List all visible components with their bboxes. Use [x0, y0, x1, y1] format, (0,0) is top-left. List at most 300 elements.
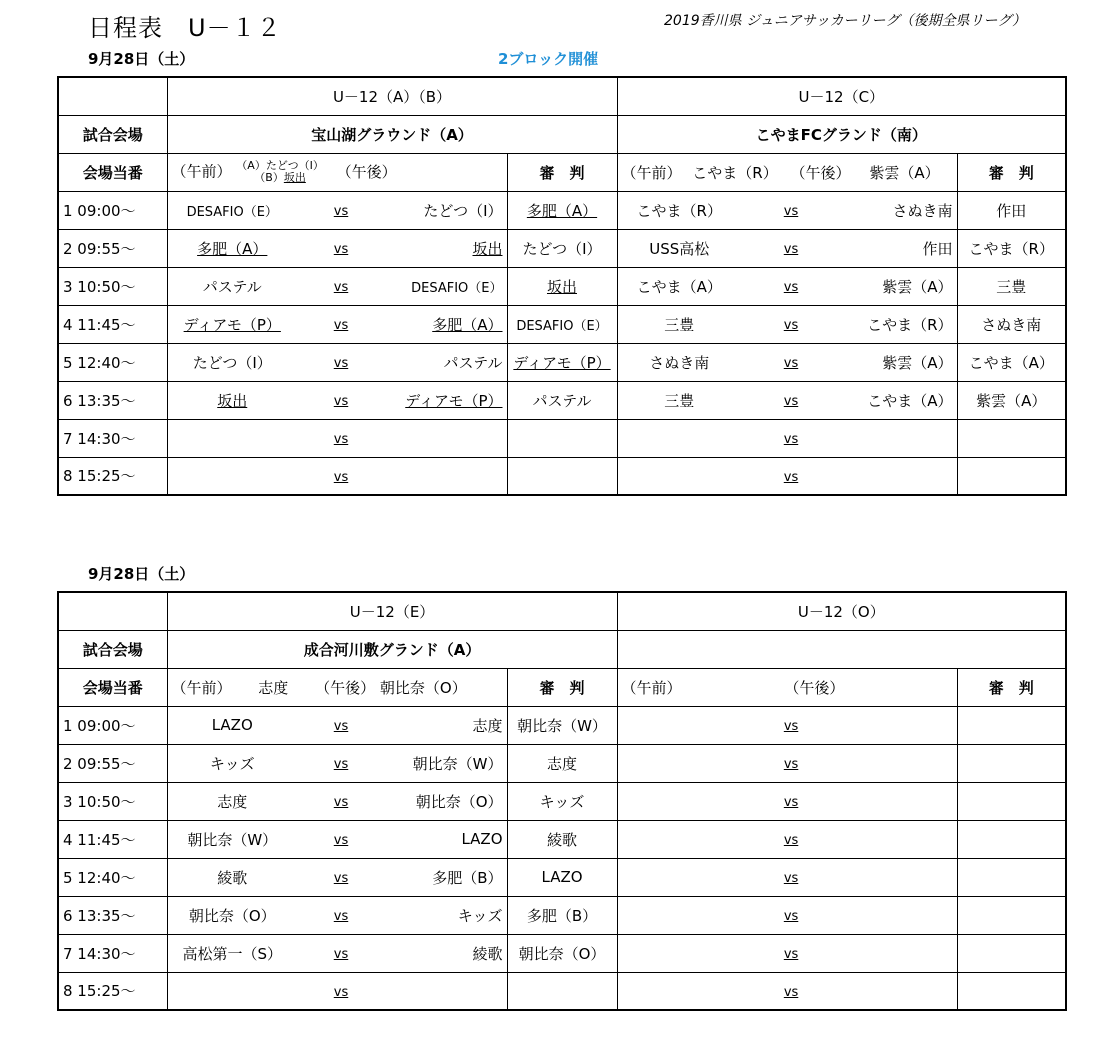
- match-row: [58, 267, 1066, 305]
- home-team: [167, 267, 297, 305]
- page-title: 日程表 U－１２: [88, 14, 282, 42]
- schedule-date-1: 9月28日（土）: [88, 50, 195, 68]
- home-team-text: パステル: [202, 277, 262, 296]
- time-slot: 6 13:35～: [58, 381, 167, 419]
- am-duty: [236, 160, 324, 184]
- referee: [957, 972, 1066, 1010]
- match-row: [58, 419, 1066, 457]
- referee-text: 坂出: [546, 277, 577, 296]
- pm-label: （午後）: [315, 678, 376, 697]
- referee-text: さぬき南: [981, 315, 1042, 334]
- vs-marker: [297, 820, 385, 858]
- away-team: [385, 343, 507, 381]
- referee: [507, 191, 617, 229]
- duty-label: 会場当番: [58, 668, 167, 706]
- home-team-text: こやま（R）: [636, 201, 722, 220]
- referee-text: こやま（A）: [968, 353, 1054, 372]
- vs-marker: [741, 820, 841, 858]
- vs-marker: [741, 191, 841, 229]
- referee-text: DESAFIO（E）: [516, 318, 608, 334]
- vs-marker-text: vs: [783, 909, 799, 924]
- away-team: [841, 229, 957, 267]
- away-team: [385, 744, 507, 782]
- match-row: [58, 934, 1066, 972]
- time-slot: 2 09:55～: [58, 744, 167, 782]
- away-team: [841, 191, 957, 229]
- home-team-text: 志度: [217, 792, 248, 811]
- vs-marker: [297, 706, 385, 744]
- group-right: U－12（C）: [617, 77, 1066, 115]
- referee: [507, 343, 617, 381]
- match-row: [58, 191, 1066, 229]
- away-team: [841, 343, 957, 381]
- referee-text: 志度: [547, 754, 578, 773]
- referee-text: 綾歌: [547, 830, 578, 849]
- venue-left: 成合河川敷グランド（A）: [167, 630, 617, 668]
- vs-marker-text: vs: [333, 204, 349, 219]
- vs-marker: [741, 229, 841, 267]
- referee: [507, 419, 617, 457]
- am-label: （午前）: [171, 162, 232, 181]
- away-team-text: さぬき南: [892, 201, 953, 220]
- duty-left: [167, 153, 507, 191]
- referee: [957, 457, 1066, 495]
- vs-marker: [297, 229, 385, 267]
- referee: [507, 381, 617, 419]
- vs-marker-text: vs: [333, 947, 349, 962]
- ref-header-right: 審 判: [957, 153, 1066, 191]
- vs-marker-text: vs: [783, 833, 799, 848]
- away-team: [841, 858, 957, 896]
- referee: [507, 267, 617, 305]
- venue-row: [58, 630, 1066, 668]
- schedule-table-2: [57, 591, 1067, 1011]
- referee: [957, 782, 1066, 820]
- am-duty-bottom-name: 坂出: [283, 171, 306, 184]
- away-team-text: LAZO: [461, 830, 503, 848]
- vs-marker: [741, 782, 841, 820]
- vs-marker-text: vs: [783, 719, 799, 734]
- home-team: [167, 305, 297, 343]
- away-team-text: キッズ: [457, 906, 503, 925]
- vs-marker-text: vs: [783, 318, 799, 333]
- referee: [507, 782, 617, 820]
- home-team: [167, 744, 297, 782]
- vs-marker-text: vs: [783, 432, 799, 447]
- league-name: 2019香川県 ジュニアサッカーリーグ（後期全県リーグ）: [664, 13, 1026, 29]
- referee: [957, 343, 1066, 381]
- away-team: [385, 706, 507, 744]
- time-slot: 8 15:25～: [58, 972, 167, 1010]
- referee: [957, 419, 1066, 457]
- away-team-text: 紫雲（A）: [882, 353, 953, 372]
- match-row: [58, 229, 1066, 267]
- referee: [957, 381, 1066, 419]
- home-team-text: 三豊: [664, 315, 695, 334]
- vs-marker-text: vs: [333, 795, 349, 810]
- time-slot: 8 15:25～: [58, 457, 167, 495]
- vs-marker: [297, 305, 385, 343]
- away-team: [841, 457, 957, 495]
- referee-text: ディアモ（P）: [513, 353, 611, 372]
- venue-right: [617, 630, 1066, 668]
- referee-text: たどつ（I）: [522, 239, 602, 258]
- vs-marker: [741, 858, 841, 896]
- home-team-text: USS高松: [649, 239, 710, 258]
- vs-marker-text: vs: [333, 984, 349, 1000]
- home-team: [617, 305, 741, 343]
- am-label: （午前）: [621, 678, 682, 697]
- corner-cell: [58, 592, 167, 630]
- am-label: （午前）: [171, 678, 232, 697]
- schedule-date-2: 9月28日（土）: [88, 565, 195, 583]
- vs-marker: [297, 191, 385, 229]
- referee: [957, 191, 1066, 229]
- home-team: [167, 229, 297, 267]
- am-duty: こやま（R）: [692, 163, 778, 182]
- pm-label: （午後）: [790, 163, 851, 182]
- referee: [507, 896, 617, 934]
- match-row: [58, 782, 1066, 820]
- am-duty: 志度: [258, 678, 289, 697]
- referee: [957, 820, 1066, 858]
- referee-text: 多肥（A）: [526, 201, 598, 220]
- away-team-text: たどつ（I）: [423, 201, 503, 220]
- ref-header-left: 審 判: [507, 668, 617, 706]
- away-team: [841, 782, 957, 820]
- vs-marker: [297, 381, 385, 419]
- ref-header-left: 審 判: [507, 153, 617, 191]
- referee: [957, 706, 1066, 744]
- vs-marker: [741, 457, 841, 495]
- away-team-text: ディアモ（P）: [405, 391, 503, 410]
- venue-row: [58, 115, 1066, 153]
- referee: [507, 972, 617, 1010]
- home-team: [617, 457, 741, 495]
- match-row: [58, 972, 1066, 1010]
- venue-label: 試合会場: [58, 115, 167, 153]
- duty-right: [617, 153, 957, 191]
- vs-marker: [297, 267, 385, 305]
- vs-marker-text: vs: [333, 280, 349, 295]
- away-team: [841, 419, 957, 457]
- away-team: [841, 706, 957, 744]
- away-team-text: こやま（R）: [867, 315, 953, 334]
- away-team-text: 多肥（A）: [432, 315, 503, 334]
- time-slot: 1 09:00～: [58, 706, 167, 744]
- home-team: [167, 858, 297, 896]
- venue-left: 宝山湖グラウンド（A）: [167, 115, 617, 153]
- duty-label: 会場当番: [58, 153, 167, 191]
- home-team-text: LAZO: [211, 716, 253, 734]
- home-team: [617, 706, 741, 744]
- vs-marker-text: vs: [333, 719, 349, 734]
- home-team-text: たどつ（I）: [192, 353, 272, 372]
- vs-marker-text: vs: [783, 757, 799, 772]
- referee: [507, 229, 617, 267]
- vs-marker-text: vs: [783, 280, 799, 295]
- vs-marker: [297, 457, 385, 495]
- home-team-text: 朝比奈（O）: [188, 906, 276, 925]
- vs-marker: [741, 343, 841, 381]
- vs-marker-text: vs: [783, 204, 799, 219]
- vs-marker-text: vs: [333, 871, 349, 886]
- home-team: [617, 419, 741, 457]
- referee: [957, 305, 1066, 343]
- away-team: [841, 820, 957, 858]
- away-team-text: 綾歌: [472, 944, 503, 963]
- pm-duty: 紫雲（A）: [869, 163, 940, 182]
- referee: [957, 858, 1066, 896]
- vs-marker: [741, 267, 841, 305]
- home-team: [167, 706, 297, 744]
- referee: [507, 457, 617, 495]
- group-left: U－12（E）: [167, 592, 617, 630]
- vs-marker-text: vs: [333, 242, 349, 257]
- away-team: [841, 896, 957, 934]
- home-team-text: 朝比奈（W）: [187, 830, 278, 849]
- time-slot: 3 10:50～: [58, 782, 167, 820]
- corner-cell: [58, 77, 167, 115]
- duty-left: [167, 668, 507, 706]
- schedule-table-1: [57, 76, 1067, 496]
- home-team: [167, 896, 297, 934]
- home-team: [167, 820, 297, 858]
- away-team: [385, 896, 507, 934]
- home-team: [167, 343, 297, 381]
- referee-text: パステル: [532, 391, 592, 410]
- group-left: U－12（A）（B）: [167, 77, 617, 115]
- duty-right: [617, 668, 957, 706]
- home-team-text: 三豊: [664, 391, 695, 410]
- time-slot: 4 11:45～: [58, 820, 167, 858]
- vs-marker-text: vs: [333, 432, 349, 447]
- time-slot: 4 11:45～: [58, 305, 167, 343]
- time-slot: 2 09:55～: [58, 229, 167, 267]
- vs-marker-text: vs: [783, 871, 799, 886]
- vs-marker-text: vs: [783, 469, 799, 485]
- away-team: [841, 305, 957, 343]
- referee-text: 多肥（B）: [526, 906, 598, 925]
- match-row: [58, 820, 1066, 858]
- away-team: [841, 972, 957, 1010]
- group-header-row: [58, 77, 1066, 115]
- away-team-text: 紫雲（A）: [882, 277, 953, 296]
- time-slot: 7 14:30～: [58, 419, 167, 457]
- vs-marker: [297, 896, 385, 934]
- referee: [957, 267, 1066, 305]
- vs-marker: [741, 744, 841, 782]
- ref-header-right: 審 判: [957, 668, 1066, 706]
- home-team: [167, 381, 297, 419]
- vs-marker: [741, 934, 841, 972]
- away-team-text: こやま（A）: [867, 391, 953, 410]
- away-team: [385, 820, 507, 858]
- vs-marker-text: vs: [333, 757, 349, 772]
- home-team-text: 高松第一（S）: [182, 944, 283, 963]
- vs-marker-text: vs: [333, 833, 349, 848]
- home-team: [617, 381, 741, 419]
- home-team: [617, 858, 741, 896]
- match-row: [58, 381, 1066, 419]
- referee: [507, 858, 617, 896]
- referee-text: 紫雲（A）: [976, 391, 1047, 410]
- vs-marker: [297, 419, 385, 457]
- away-team: [841, 267, 957, 305]
- away-team-text: 多肥（B）: [432, 868, 503, 887]
- away-team-text: 朝比奈（O）: [415, 792, 503, 811]
- vs-marker: [297, 934, 385, 972]
- vs-marker: [741, 896, 841, 934]
- pm-label: （午後）: [336, 162, 397, 181]
- home-team-text: ディアモ（P）: [183, 315, 281, 334]
- time-slot: 5 12:40～: [58, 858, 167, 896]
- away-team: [385, 381, 507, 419]
- home-team-text: キッズ: [209, 754, 255, 773]
- vs-marker: [741, 419, 841, 457]
- vs-marker: [741, 381, 841, 419]
- referee-text: 作田: [996, 201, 1027, 220]
- time-slot: 5 12:40～: [58, 343, 167, 381]
- match-row: [58, 706, 1066, 744]
- referee-text: こやま（R）: [968, 239, 1054, 258]
- home-team: [617, 267, 741, 305]
- duty-row: [58, 668, 1066, 706]
- home-team: [167, 972, 297, 1010]
- referee-text: 三豊: [996, 277, 1027, 296]
- away-team-text: 作田: [922, 239, 953, 258]
- pm-duty: 朝比奈（O）: [379, 678, 467, 697]
- duty-row: [58, 153, 1066, 191]
- match-row: [58, 457, 1066, 495]
- away-team-text: DESAFIO（E）: [411, 280, 503, 296]
- away-team-text: 朝比奈（W）: [412, 754, 503, 773]
- vs-marker: [297, 858, 385, 896]
- vs-marker-text: vs: [333, 909, 349, 924]
- away-team: [841, 934, 957, 972]
- referee-text: 朝比奈（W）: [517, 716, 607, 735]
- referee-text: 朝比奈（O）: [518, 944, 606, 963]
- am-duty-top: （A）たどつ（I）: [236, 159, 324, 172]
- home-team: [617, 343, 741, 381]
- match-row: [58, 343, 1066, 381]
- home-team: [617, 896, 741, 934]
- referee-text: キッズ: [539, 792, 585, 811]
- away-team: [385, 934, 507, 972]
- pm-label: （午後）: [784, 678, 845, 697]
- vs-marker: [741, 972, 841, 1010]
- vs-marker-text: vs: [783, 947, 799, 962]
- home-team: [617, 820, 741, 858]
- referee: [507, 744, 617, 782]
- am-duty-bottom-prefix: （B）: [254, 171, 284, 184]
- vs-marker-text: vs: [783, 795, 799, 810]
- home-team: [167, 191, 297, 229]
- home-team-text: 多肥（A）: [197, 239, 268, 258]
- vs-marker-text: vs: [333, 394, 349, 409]
- away-team: [385, 972, 507, 1010]
- vs-marker-text: vs: [783, 242, 799, 257]
- time-slot: 7 14:30～: [58, 934, 167, 972]
- vs-marker: [297, 972, 385, 1010]
- vs-marker: [297, 782, 385, 820]
- referee: [957, 744, 1066, 782]
- vs-marker: [297, 744, 385, 782]
- away-team-text: 坂出: [472, 239, 503, 258]
- match-row: [58, 896, 1066, 934]
- vs-marker: [741, 706, 841, 744]
- vs-marker: [741, 305, 841, 343]
- away-team: [385, 267, 507, 305]
- away-team: [385, 305, 507, 343]
- away-team: [841, 381, 957, 419]
- vs-marker-text: vs: [783, 984, 799, 1000]
- home-team: [617, 191, 741, 229]
- time-slot: 3 10:50～: [58, 267, 167, 305]
- referee: [507, 820, 617, 858]
- referee: [957, 896, 1066, 934]
- vs-marker: [297, 343, 385, 381]
- home-team: [617, 744, 741, 782]
- away-team: [385, 457, 507, 495]
- away-team: [841, 744, 957, 782]
- referee-text: LAZO: [541, 868, 583, 886]
- home-team: [617, 972, 741, 1010]
- vs-marker-text: vs: [783, 356, 799, 371]
- home-team: [617, 782, 741, 820]
- am-label: （午前）: [621, 163, 682, 182]
- venue-label: 試合会場: [58, 630, 167, 668]
- away-team: [385, 229, 507, 267]
- block-note: 2ブロック開催: [498, 50, 599, 68]
- vs-marker-text: vs: [333, 318, 349, 333]
- home-team: [167, 782, 297, 820]
- away-team: [385, 782, 507, 820]
- referee: [957, 229, 1066, 267]
- home-team: [617, 934, 741, 972]
- group-right: U－12（O）: [617, 592, 1066, 630]
- match-row: [58, 858, 1066, 896]
- referee: [507, 934, 617, 972]
- home-team: [167, 457, 297, 495]
- home-team-text: こやま（A）: [636, 277, 722, 296]
- venue-right: こやまFCグランド（南）: [617, 115, 1066, 153]
- home-team-text: さぬき南: [649, 353, 710, 372]
- vs-marker-text: vs: [783, 394, 799, 409]
- match-row: [58, 305, 1066, 343]
- home-team-text: 綾歌: [217, 868, 248, 887]
- vs-marker-text: vs: [333, 469, 349, 485]
- vs-marker-text: vs: [333, 356, 349, 371]
- match-row: [58, 744, 1066, 782]
- home-team-text: 坂出: [217, 391, 248, 410]
- referee: [957, 934, 1066, 972]
- time-slot: 1 09:00～: [58, 191, 167, 229]
- home-team-text: DESAFIO（E）: [186, 204, 278, 220]
- home-team: [617, 229, 741, 267]
- group-header-row: [58, 592, 1066, 630]
- away-team: [385, 419, 507, 457]
- away-team-text: 志度: [472, 716, 503, 735]
- referee: [507, 706, 617, 744]
- referee: [507, 305, 617, 343]
- away-team: [385, 191, 507, 229]
- home-team: [167, 419, 297, 457]
- away-team: [385, 858, 507, 896]
- away-team-text: パステル: [443, 353, 503, 372]
- time-slot: 6 13:35～: [58, 896, 167, 934]
- home-team: [167, 934, 297, 972]
